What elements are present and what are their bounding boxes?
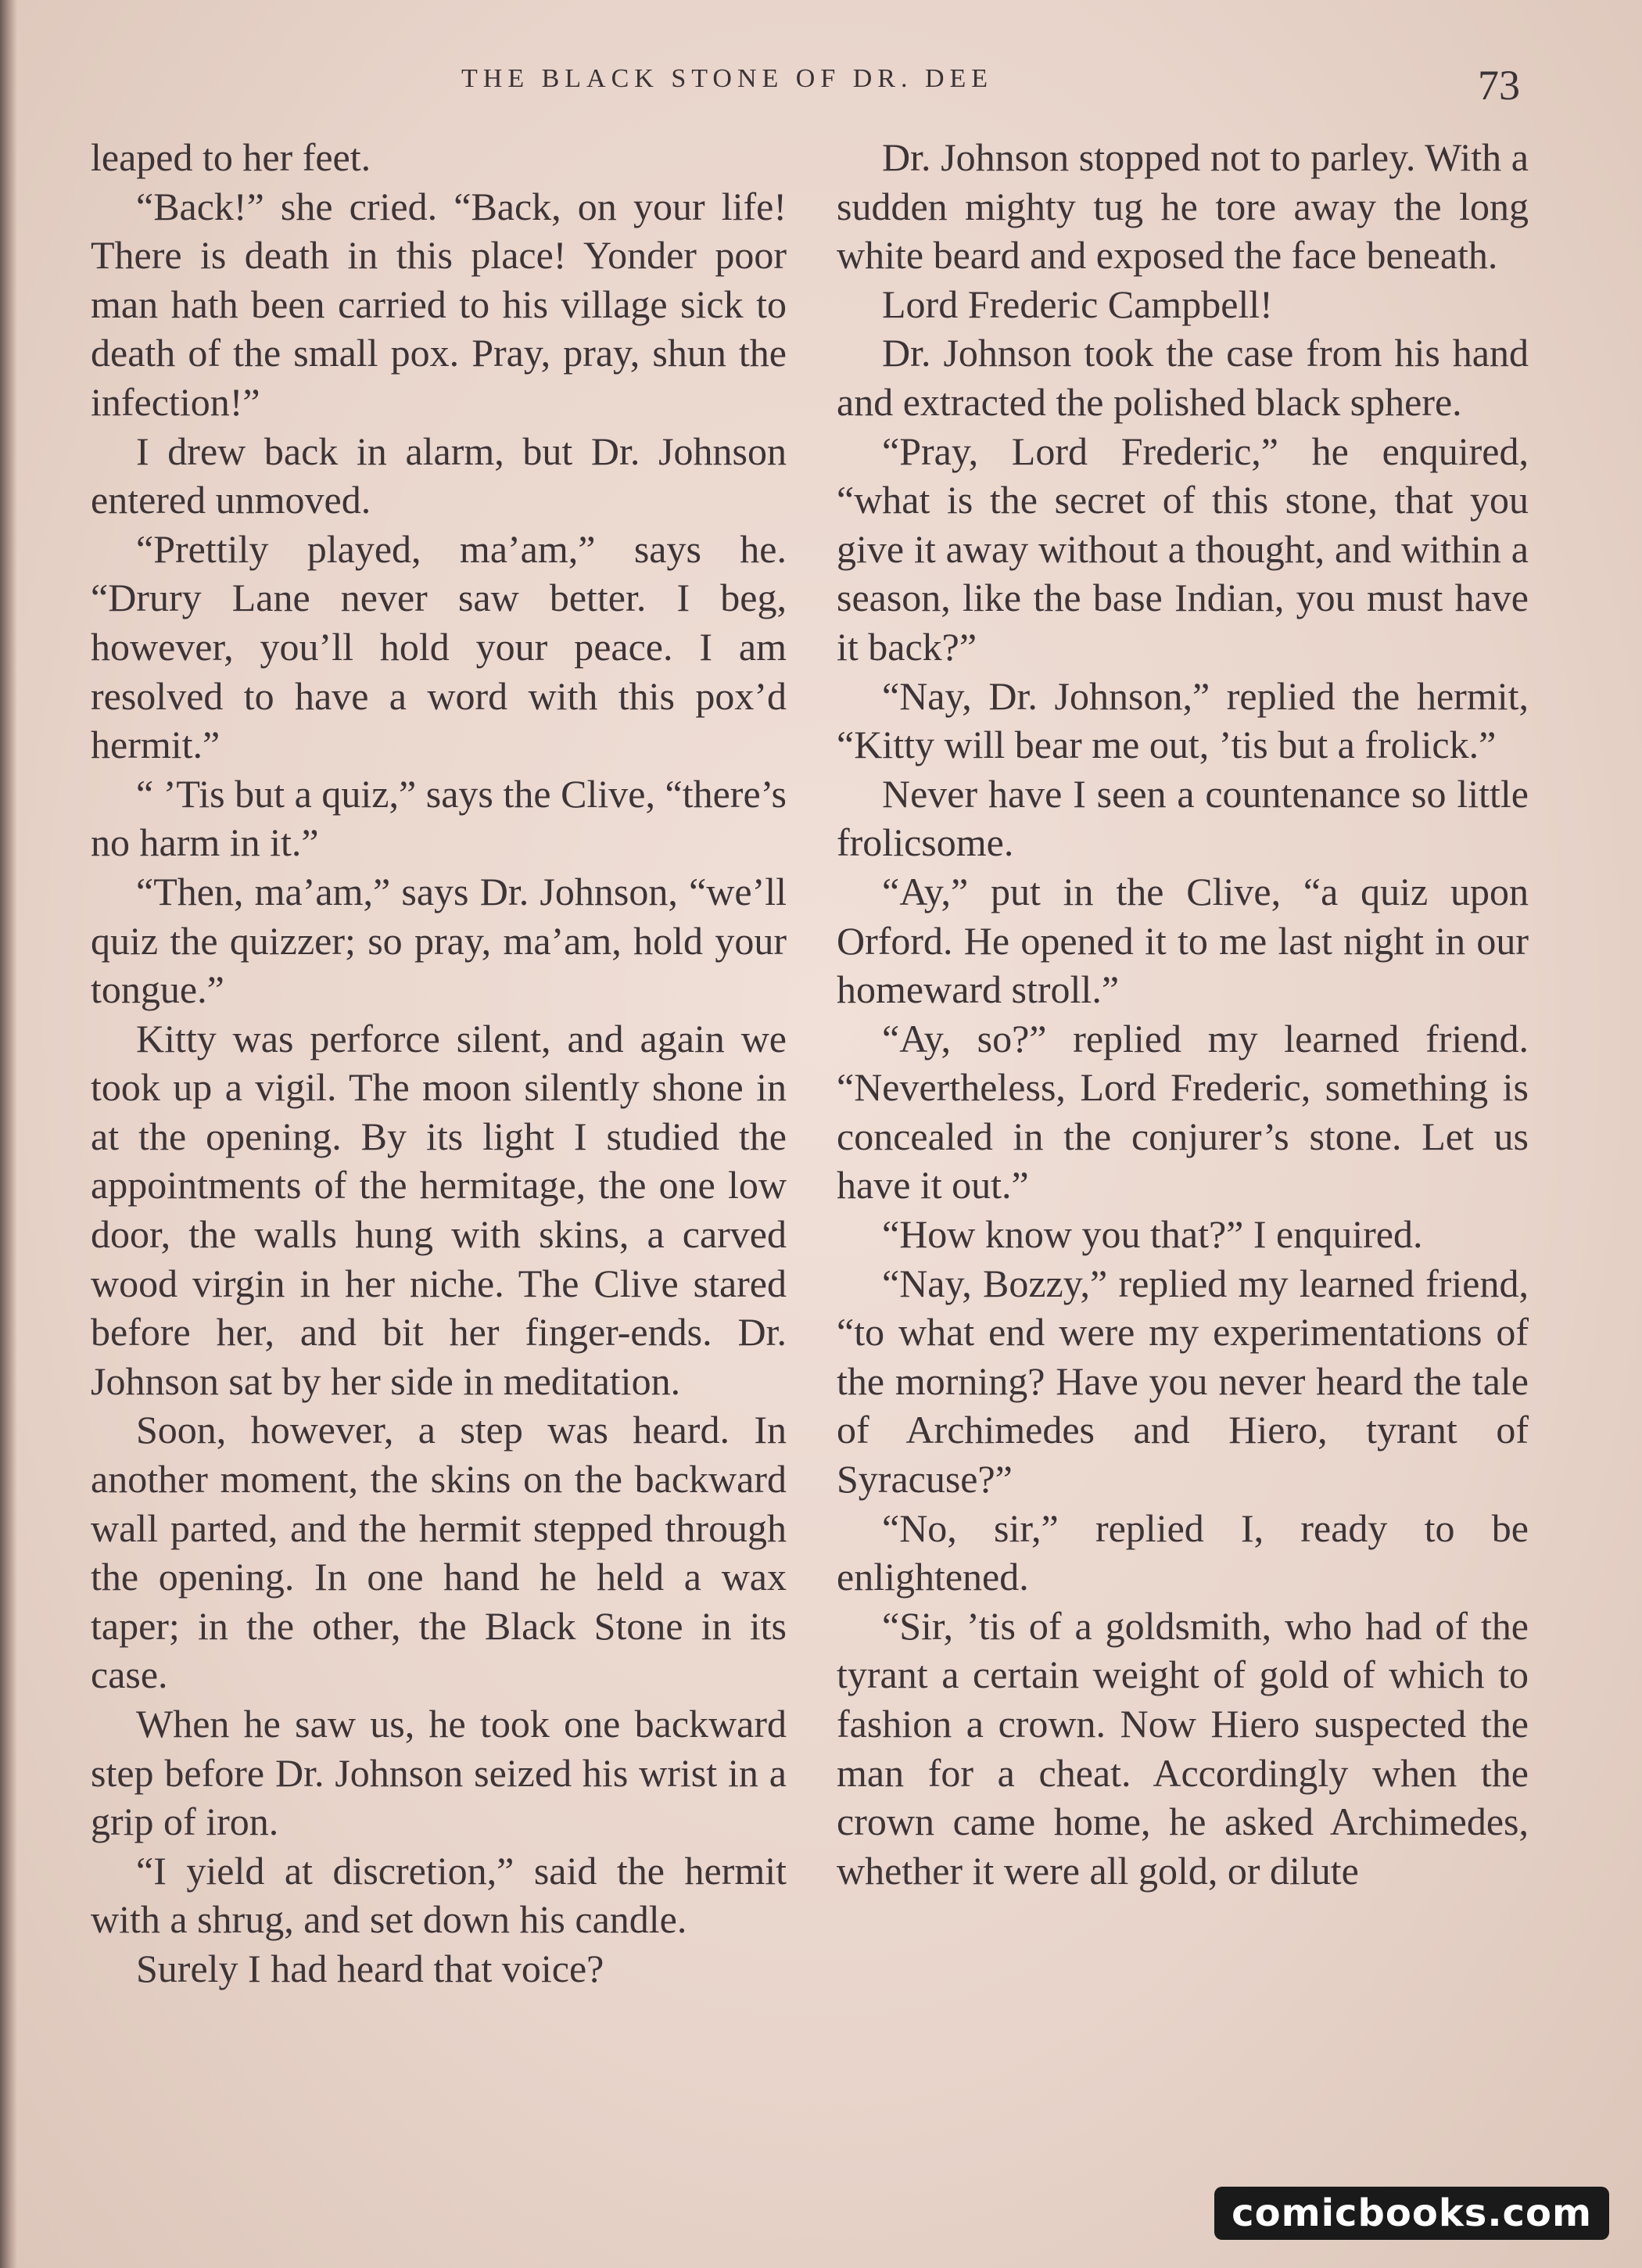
paragraph: “Pray, Lord Frederic,” he enquired, “what is the secret of this stone, that you give it away without a thought, and within a season, like the base Indian, you must have it back?” xyxy=(837,429,1529,669)
paragraph: “How know you that?” I enquired. xyxy=(882,1212,1423,1257)
paragraph: When he saw us, he took one backward step before Dr. Johnson seized his wrist in a grip of iron. xyxy=(91,1702,787,1844)
paragraph: Dr. Johnson stopped not to parley. With a sudden mighty tug he tore away the long white beard and exposed the face beneath. xyxy=(837,135,1529,278)
paragraph: “Nay, Dr. Johnson,” replied the hermit, “Kitty will bear me out, ’tis but a frolick.” xyxy=(837,673,1529,767)
paragraph: I drew back in alarm, but Dr. Johnson entered unmoved. xyxy=(91,429,787,522)
paragraph: “I yield at discretion,” said the hermit with a shrug, and set down his candle. xyxy=(91,1848,787,1942)
paragraph: Kitty was perforce silent, and again we took up a vigil. The moon silently shone in at the opening. By its light I studied the appointments of the hermitage, the one low door, the walls hung with skins, a carved wood virgin in her niche. The Clive stared before her, and bit her finger-ends. Dr. Johnson sat by her side in meditation. xyxy=(91,1016,787,1403)
paragraph: “Prettily played, ma’am,” says he. “Drury Lane never saw better. I beg, however, you’ll hold your peace. I am resolved to have a word with this pox’d hermit.” xyxy=(91,526,787,767)
watermark-logo: comicbooks.com xyxy=(1214,2187,1609,2240)
paragraph: “No, sir,” replied I, ready to be enlightened. xyxy=(837,1505,1529,1599)
paragraph: Surely I had heard that voice? xyxy=(136,1946,604,1990)
paragraph: leaped to her feet. xyxy=(91,135,371,179)
paragraph: Dr. Johnson took the case from his hand and extracted the polished black sphere. xyxy=(837,331,1529,424)
paragraph: “Ay, so?” replied my learned friend. “Nevertheless, Lord Frederic, something is concealed in the conjurer’s stone. Let us have it out.” xyxy=(837,1016,1529,1208)
running-head: THE BLACK STONE OF DR. DEE xyxy=(461,64,994,93)
paragraph: Never have I seen a countenance so little frolicsome. xyxy=(837,771,1529,865)
paragraph: “Then, ma’am,” says Dr. Johnson, “we’ll quiz the quizzer; so pray, ma’am, hold your tongue.” xyxy=(91,869,787,1012)
paragraph: “Back!” she cried. “Back, on your life! There is death in this place! Yonder poor man hath been carried to his village sick to death of the small pox. Pray, pray, shun the infection!” xyxy=(91,184,787,424)
paragraph: Lord Frederic Campbell! xyxy=(882,282,1273,326)
paragraph: Soon, however, a step was heard. In another moment, the skins on the backward wall parted, and the hermit stepped through the opening. In one hand he held a wax taper; in the other, the Black Stone in its case. xyxy=(91,1408,787,1697)
paragraph: “Sir, ’tis of a goldsmith, who had of the tyrant a certain weight of gold of which to fashion a crown. Now Hiero suspected the man for a cheat. Accordingly when the crown came home, he asked Archimedes, whether it were all gold, or dilute xyxy=(837,1603,1529,1893)
paragraph: “ ’Tis but a quiz,” says the Clive, “there’s no harm in it.” xyxy=(91,771,787,865)
paragraph: “Ay,” put in the Clive, “a quiz upon Orford. He opened it to me last night in our homeward stroll.” xyxy=(837,869,1529,1012)
left-column xyxy=(91,133,787,1993)
paragraph: “Nay, Bozzy,” replied my learned friend, “to what end were my experimentations of the morning? Have you never heard the tale of Archimedes and Hiero, tyrant of Syracuse?” xyxy=(837,1261,1529,1502)
right-column xyxy=(837,133,1529,1895)
page-spine-shadow xyxy=(0,0,17,2268)
page-number: 73 xyxy=(1478,62,1520,109)
